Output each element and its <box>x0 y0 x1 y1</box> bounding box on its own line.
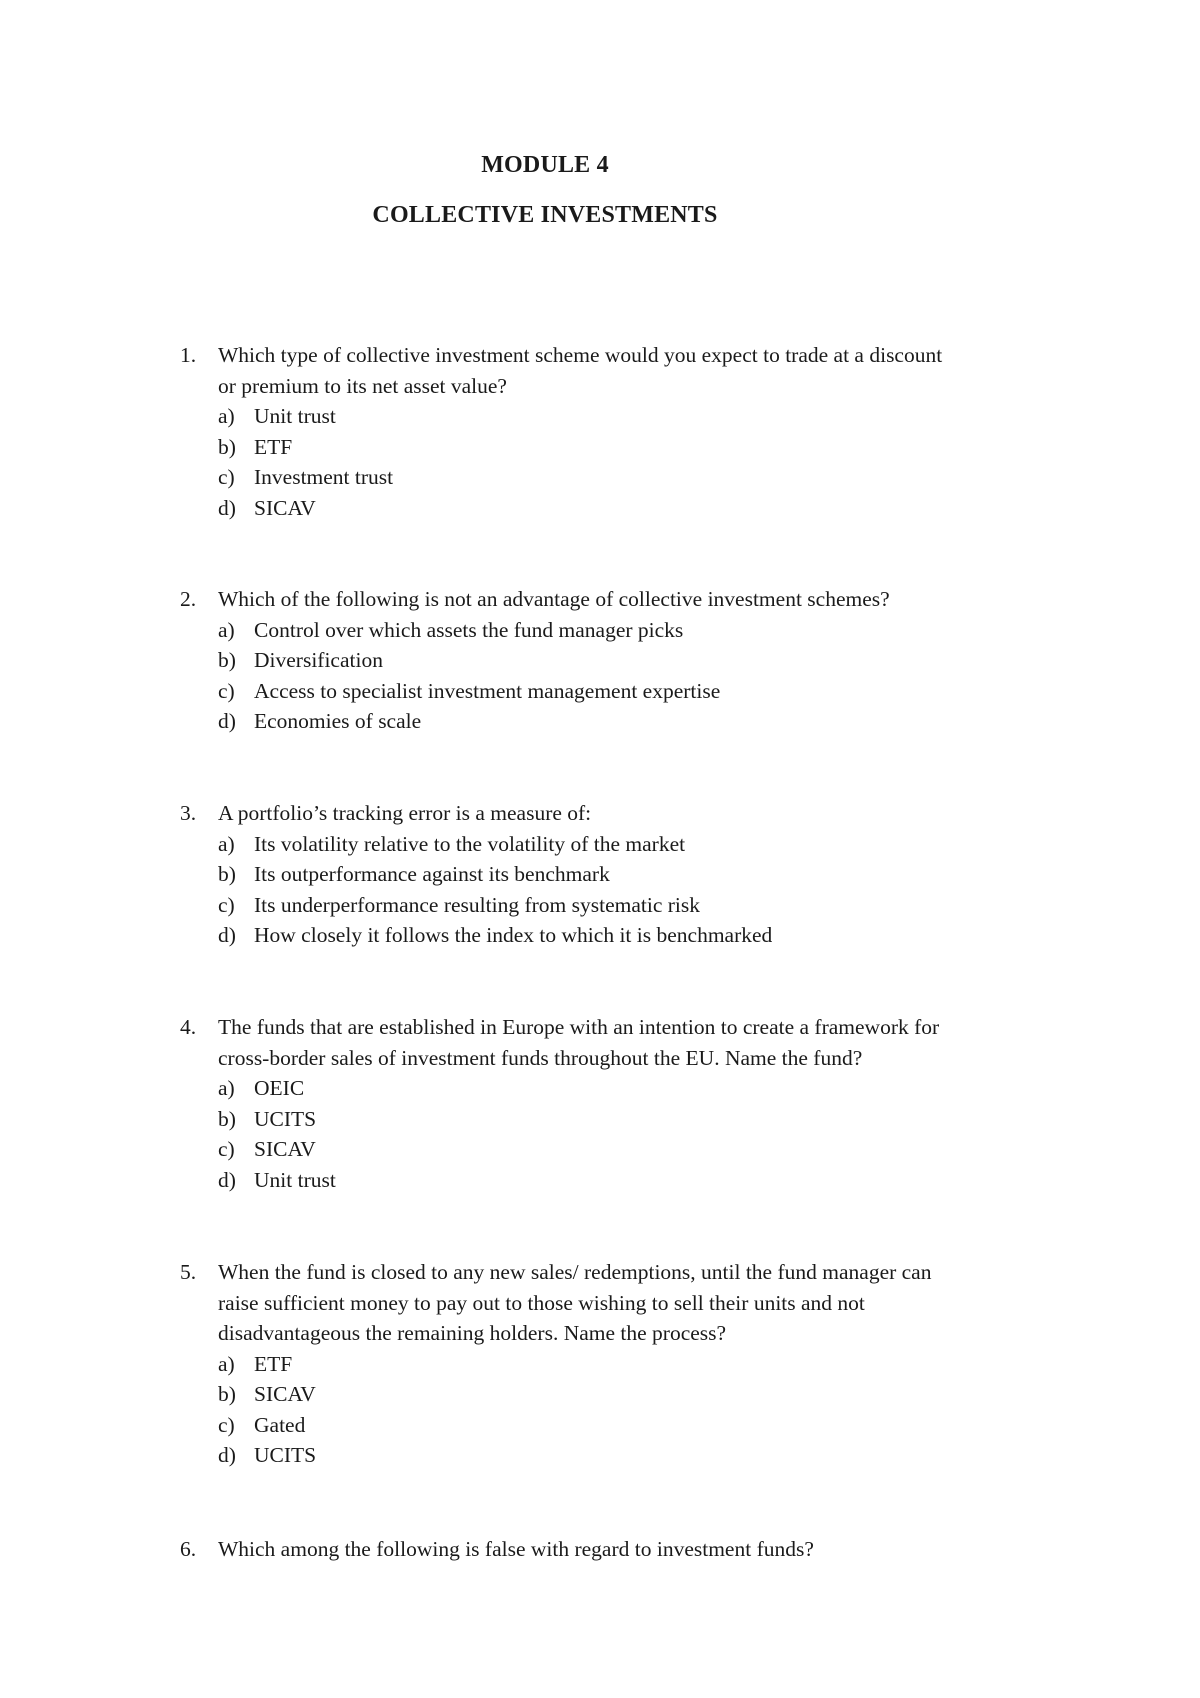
module-title: MODULE 4 <box>481 152 609 178</box>
option <box>180 1349 1080 1380</box>
option <box>180 1165 1080 1196</box>
option-text: UCITS <box>254 1106 317 1131</box>
option-letter: a) <box>218 617 235 642</box>
option-letter: a) <box>218 1076 235 1100</box>
option-text: Economies of scale <box>254 709 422 733</box>
option-letter: d) <box>218 923 236 947</box>
option-letter: a) <box>218 404 235 428</box>
option <box>180 401 1080 432</box>
option-text: Gated <box>254 1412 306 1437</box>
question-number: 5. <box>180 1260 197 1284</box>
option-text: SICAV <box>254 1137 316 1161</box>
question-number: 6. <box>180 1537 197 1561</box>
option-text: Its underperformance resulting from systematic risk <box>254 892 700 917</box>
option-letter: b) <box>218 862 236 886</box>
option-text: How closely it follows the index to which it is benchmarked <box>254 923 773 947</box>
option-letter: b) <box>218 1106 236 1131</box>
question-text: A portfolio’s tracking error is a measure of: <box>218 801 592 825</box>
option <box>180 1104 1080 1135</box>
option-text: Control over which assets the fund manager picks <box>254 617 684 642</box>
option <box>180 462 1080 493</box>
option-letter: b) <box>218 1382 236 1406</box>
option-letter: d) <box>218 495 236 520</box>
option-letter: c) <box>218 892 235 917</box>
option <box>180 1134 1080 1165</box>
question-number: 1. <box>180 343 197 367</box>
option-text: UCITS <box>254 1443 317 1467</box>
question-number: 3. <box>180 801 197 825</box>
option <box>180 676 1080 707</box>
option-text: ETF <box>254 1351 293 1376</box>
question-text: Which among the following is false with regard to investment funds? <box>218 1537 814 1561</box>
question-text: The funds that are established in Europe with an intention to create a framework for <box>218 1015 940 1039</box>
question-3 <box>180 798 1080 951</box>
question-text: raise sufficient money to pay out to those wishing to sell their units and not <box>218 1290 865 1315</box>
option-letter: c) <box>218 465 235 489</box>
option-letter: a) <box>218 1351 235 1376</box>
option <box>180 1073 1080 1104</box>
option-letter: d) <box>218 1443 236 1467</box>
option <box>180 615 1080 646</box>
option-text: Investment trust <box>254 465 394 489</box>
question-6 <box>180 1534 1080 1565</box>
option <box>180 859 1080 890</box>
question-text: Which of the following is not an advantage of collective investment schemes? <box>218 587 890 611</box>
option-text: SICAV <box>254 1382 316 1406</box>
option <box>180 493 1080 524</box>
question-text: disadvantageous the remaining holders. Name the process? <box>218 1321 727 1345</box>
question-number: 2. <box>180 587 197 611</box>
question-text: cross-border sales of investment funds throughout the EU. Name the fund? <box>218 1045 863 1070</box>
option <box>180 1440 1080 1471</box>
question-5 <box>180 1257 1080 1471</box>
question-number: 4. <box>180 1015 197 1039</box>
option-text: Unit trust <box>254 1167 336 1192</box>
option <box>180 920 1080 951</box>
question-text: When the fund is closed to any new sales/ redemptions, until the fund manager can <box>218 1260 932 1284</box>
option-text: Unit trust <box>254 404 336 428</box>
option-letter: c) <box>218 1137 235 1161</box>
option <box>180 1410 1080 1441</box>
option-text: Diversification <box>254 648 383 672</box>
option <box>180 890 1080 921</box>
option-text: SICAV <box>254 495 316 520</box>
option-text: Access to specialist investment management expertise <box>254 678 721 703</box>
question-text: Which type of collective investment scheme would you expect to trade at a discount <box>218 343 943 367</box>
question-4 <box>180 1012 1080 1195</box>
option-letter: d) <box>218 709 236 733</box>
option <box>180 829 1080 860</box>
option-text: OEIC <box>254 1076 305 1100</box>
option-letter: b) <box>218 434 236 459</box>
option-letter: c) <box>218 678 235 703</box>
option-text: Its volatility relative to the volatility of the market <box>254 831 686 856</box>
question-text: or premium to its net asset value? <box>218 373 507 398</box>
option-letter: d) <box>218 1167 236 1192</box>
option-text: Its outperformance against its benchmark <box>254 862 610 886</box>
option <box>180 1379 1080 1410</box>
question-1 <box>180 340 1080 523</box>
question-2 <box>180 584 1080 737</box>
option-letter: a) <box>218 831 235 856</box>
option <box>180 645 1080 676</box>
option <box>180 706 1080 737</box>
option-text: ETF <box>254 434 293 459</box>
option-letter: b) <box>218 648 236 672</box>
option <box>180 432 1080 463</box>
module-subtitle: COLLECTIVE INVESTMENTS <box>372 202 718 228</box>
option-letter: c) <box>218 1412 235 1437</box>
